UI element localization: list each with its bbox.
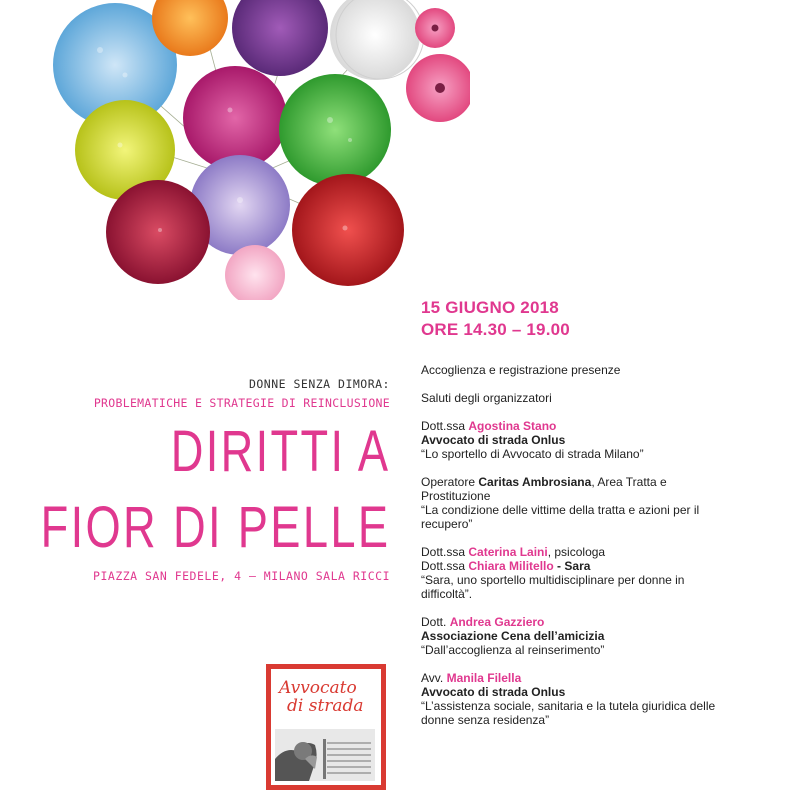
speaker-org: Avvocato di strada Onlus: [421, 433, 566, 447]
avvocato-di-strada-logo: [266, 664, 386, 790]
speaker-org: Associazione Cena dell’amicizia: [421, 629, 605, 643]
title-line-2: FIOR DI PELLE: [40, 495, 390, 560]
speaker-4: Dott. Andrea Gazziero Associazione Cena dell’amicizia “Dall’accoglienza al reinserimento”: [421, 615, 721, 657]
speaker-org: Avvocato di strada Onlus: [421, 685, 566, 699]
program-greetings: Saluti degli organizzatori: [421, 391, 552, 405]
event-date: 15 GIUGNO 2018: [421, 298, 559, 317]
speaker-name: Andrea Gazziero: [449, 615, 545, 629]
speaker-name: Caterina Laini: [468, 545, 548, 559]
kicker: DONNE SENZA DIMORA:: [248, 377, 390, 391]
logo-photo: [275, 729, 375, 781]
venue: PIAZZA SAN FEDELE, 4 — MILANO SALA RICCI: [93, 569, 390, 583]
subtitle: PROBLEMATICHE E STRATEGIE DI REINCLUSIONE: [93, 396, 390, 410]
logo-wordmark: Avvocato di strada: [279, 678, 364, 716]
speaker-name: Agostina Stano: [468, 419, 557, 433]
event-date-block: [421, 297, 570, 341]
program: [421, 363, 721, 741]
talk-title: “La condizione delle vittime della tratta e azioni per il recupero”: [421, 503, 700, 531]
speaker-name: Chiara Militello: [468, 559, 554, 573]
speaker-1: Dott.ssa Agostina Stano Avvocato di strada Onlus “Lo sportello di Avvocato di strada Milano”: [421, 419, 721, 461]
speaker-5: Avv. Manila Filella Avvocato di strada Onlus “L’assistenza sociale, sanitaria e la tutela giuridica delle donne senza residenza”: [421, 671, 721, 727]
flowers-illustration: [30, 0, 470, 300]
talk-title: “Lo sportello di Avvocato di strada Milano”: [421, 447, 644, 461]
title-block: [0, 376, 390, 584]
speaker-3: Dott.ssa Caterina Laini, psicologa Dott.ssa Chiara Militello - Sara “Sara, uno sportello multidisciplinare per donne in difficoltà”.: [421, 545, 721, 601]
title-line-1: DIRITTI A: [170, 419, 390, 484]
speaker-org: Sara: [564, 559, 591, 573]
talk-title: “L’assistenza sociale, sanitaria e la tutela giuridica delle donne senza residenza”: [421, 699, 716, 727]
talk-title: “Sara, uno sportello multidisciplinare per donne in difficoltà”.: [421, 573, 685, 601]
speaker-org: Caritas Ambrosiana: [478, 475, 592, 489]
speaker-name: Manila Filella: [446, 671, 522, 685]
speaker-2: Operatore Caritas Ambrosiana, Area Tratta e Prostituzione “La condizione delle vittime della tratta e azioni per il recupero”: [421, 475, 721, 531]
program-welcome: Accoglienza e registrazione presenze: [421, 363, 621, 377]
event-time: ORE 14.30 – 19.00: [421, 320, 570, 339]
talk-title: “Dall’accoglienza al reinserimento”: [421, 643, 605, 657]
